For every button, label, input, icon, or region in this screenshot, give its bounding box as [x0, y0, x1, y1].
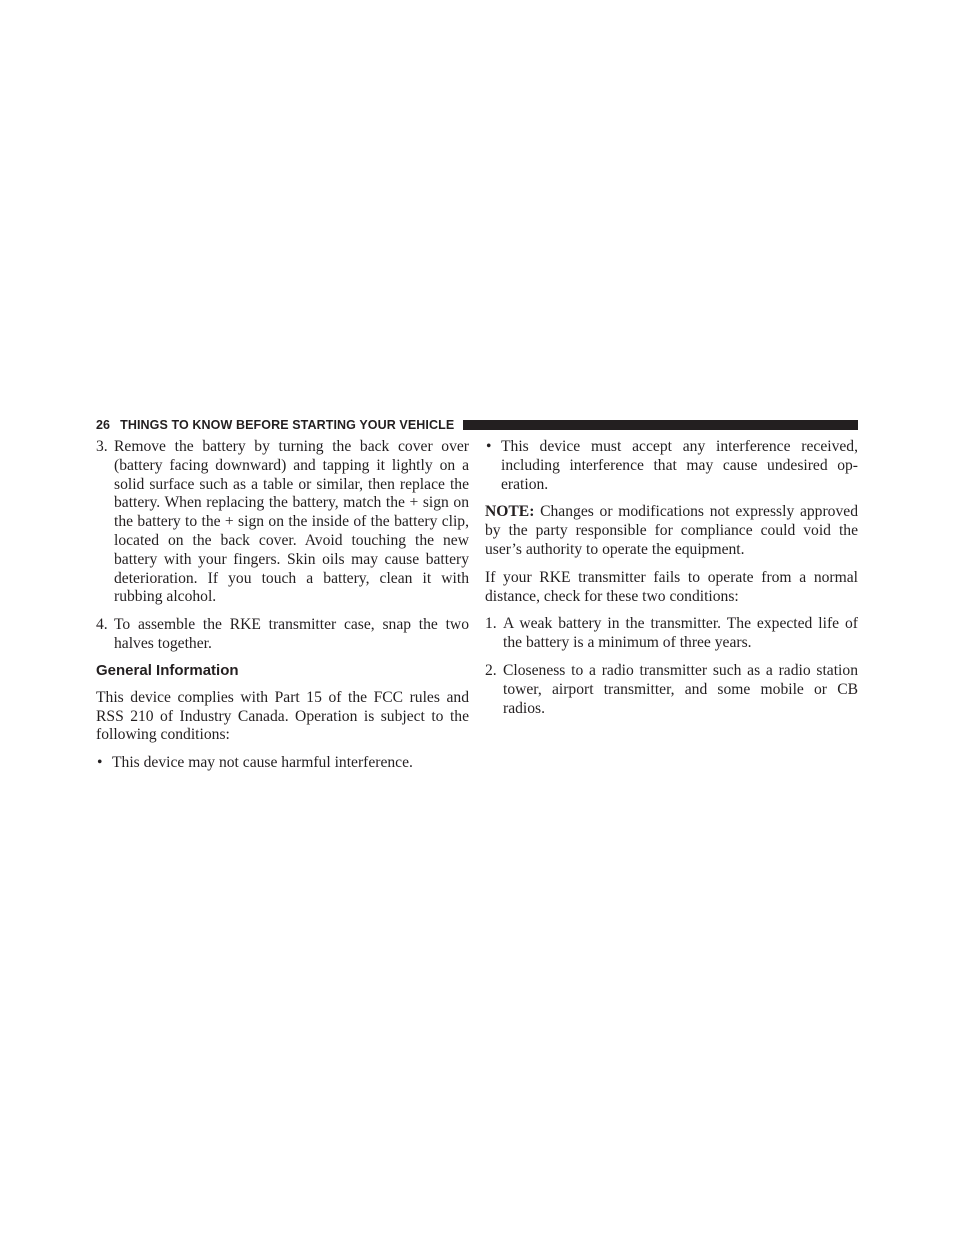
- step-3-number: 3.: [96, 438, 108, 455]
- fcc-intro-paragraph: This device complies with Part 15 of the FCC rules and RSS 210 of Industry Canada. Operation is subject to the following conditions:: [96, 688, 469, 744]
- condition-1-number: 1.: [485, 615, 497, 633]
- bullet-1-text: This device may not cause harmful interference.: [112, 754, 413, 772]
- note-text: Changes or modifications not expressly approved by the party responsible for compliance could void the user’s authority to operate the equipment.: [485, 503, 858, 558]
- step-4-number: 4.: [96, 616, 108, 634]
- bullet-2-marker: •: [486, 438, 492, 455]
- header-rule-bar: [463, 420, 858, 430]
- fails-intro-paragraph: If your RKE transmitter fails to operate from a normal distance, check for these two conditions:: [485, 568, 858, 605]
- page-number: 26: [96, 418, 111, 432]
- condition-1: [485, 615, 858, 653]
- section-title: THINGS TO KNOW BEFORE STARTING YOUR VEHICLE: [120, 418, 455, 432]
- condition-1-text: A weak battery in the transmitter. The expected life of the battery is a minimum of three years.: [503, 615, 858, 652]
- page-header: [96, 416, 858, 434]
- condition-2-text: Closeness to a radio transmitter such as a radio station tower, airport transmitter, and some mobile or CB radios.: [503, 661, 858, 717]
- condition-2: [485, 662, 858, 718]
- note-paragraph: [485, 503, 858, 559]
- section-heading: General Information: [96, 661, 239, 679]
- step-4: [96, 616, 469, 654]
- bullet-2-text: This device must accept any interference received, including interference that may cause undesired op-eration.: [501, 438, 858, 493]
- right-column: [485, 438, 858, 718]
- note-label: NOTE:: [485, 503, 535, 521]
- left-column: [96, 438, 469, 773]
- bullet-item-1: [96, 754, 469, 773]
- step-3: [96, 438, 469, 607]
- step-3-text: Remove the battery by turning the back cover over (battery facing downward) and tapping it lightly on a solid surface such as a table or similar, then replace the battery. When replacing the battery, match the + sign on the battery to the + sign on the inside of the battery clip, located on the back cover. Avoid touching the new battery with your fingers. Skin oils may cause battery deterioration. If you touch a battery, clean it with rubbing alcohol.: [114, 438, 469, 606]
- bullet-1-marker: •: [97, 754, 103, 772]
- header-text: [96, 416, 454, 434]
- bullet-item-2: [485, 438, 858, 494]
- condition-2-number: 2.: [485, 661, 497, 679]
- step-4-text: To assemble the RKE transmitter case, snap the two halves together.: [114, 616, 469, 652]
